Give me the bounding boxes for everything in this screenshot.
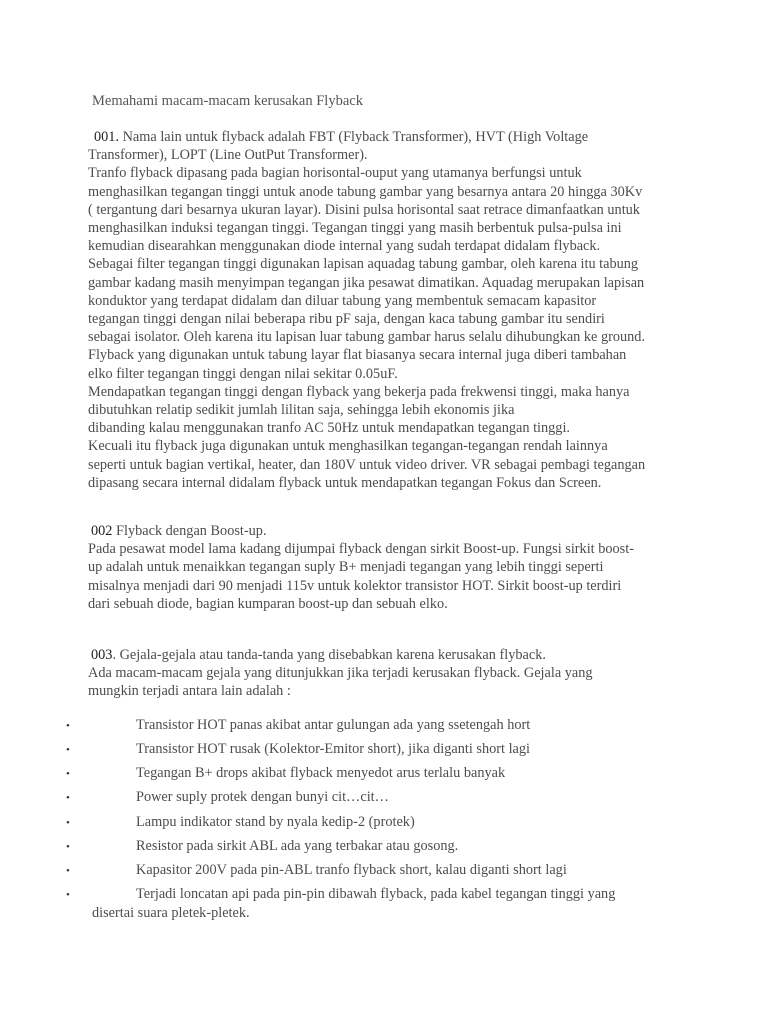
list-item-text: Transistor HOT panas akibat antar gulungan ada yang ssetengah hort [136,717,531,733]
paragraph-line: Transformer), LOPT (Line OutPut Transformer). [88,147,368,164]
list-item [0,716,768,736]
paragraph-line: dari sebuah diode, bagian kumparan boost-up dan sebuah elko. [88,595,448,612]
paragraph-line: elko filter tegangan tinggi dengan nilai sekitar 0.05uF. [88,365,398,382]
list-item-text: Lampu indikator stand by nyala kedip-2 (protek) [136,814,415,830]
section-001-first-line [88,128,688,146]
paragraph-line: menghasilkan induksi tegangan tinggi. Tegangan tinggi yang masih berbentuk pulsa-pulsa ini [88,220,622,237]
paragraph-line: konduktor yang terdapat didalam dan diluar tabung yang membentuk semacam kapasitor [88,292,597,309]
section-003-heading [88,646,688,664]
paragraph-line: dibanding kalau menggunakan tranfo AC 50Hz untuk mendapatkan tegangan tinggi. [88,420,571,437]
paragraph-line: kemudian disearahkan menggunakan diode internal yang sudah terdapat didalam flyback. [88,238,601,255]
paragraph-line: Nama lain untuk flyback adalah FBT (Flyback Transformer), HVT (High Voltage [119,129,589,145]
paragraph-line: dibutuhkan relatip sedikit jumlah lilitan saja, sehingga lebih ekonomis jika [88,402,515,419]
section-heading: . Gejala-gejala atau tanda-tanda yang disebabkan karena kerusakan flyback. [112,647,546,663]
paragraph-line: ( tergantung dari besarnya ukuran layar). Disini pulsa horisontal saat retrace dimanfaatkan untuk [88,201,640,218]
paragraph-line: sebagai isolator. Oleh karena itu lapisan luar tabung gambar harus selalu dihubungkan ke ground. [88,329,646,346]
paragraph-line: mungkin terjadi antara lain adalah : [88,683,291,700]
bullet-icon: • [66,792,70,804]
list-item [0,764,768,784]
paragraph-line: Tranfo flyback dipasang pada bagian horisontal-ouput yang utamanya berfungsi untuk [88,165,582,182]
list-item [0,861,768,881]
list-item [0,885,768,905]
list-item [0,740,768,760]
bullet-icon: • [66,889,70,901]
list-item [0,813,768,833]
paragraph-line: up adalah untuk menaikkan tegangan suply B+ menjadi tegangan yang lebih tinggi seperti [88,559,604,576]
paragraph-line: misalnya menjadi dari 90 menjadi 115v untuk kolektor transistor HOT. Sirkit boost-up terdiri [88,577,622,594]
paragraph-line: Kecuali itu flyback juga digunakan untuk menghasilkan tegangan-tegangan rendah lainnya [88,438,608,455]
paragraph-line: Pada pesawat model lama kadang dijumpai flyback dengan sirkit Boost-up. Fungsi sirkit boost- [88,541,634,558]
paragraph-line: Mendapatkan tegangan tinggi dengan flyback yang bekerja pada frekwensi tinggi, maka hanya [88,383,630,400]
bullet-icon: • [66,768,70,780]
section-002-heading [88,522,688,540]
paragraph-line: Ada macam-macam gejala yang ditunjukkan jika terjadi kerusakan flyback. Gejala yang [88,665,593,682]
paragraph-line: Sebagai filter tegangan tinggi digunakan lapisan aquadag tabung gambar, oleh karena itu tabung [88,256,639,273]
section-002 [88,522,688,613]
list-item-text: Transistor HOT rusak (Kolektor-Emitor short), jika diganti short lagi [136,741,531,757]
section-number: 001. [94,129,120,145]
list-item-text: Resistor pada sirkit ABL ada yang terbakar atau gosong. [136,838,459,854]
paragraph-line: seperti untuk bagian vertikal, heater, dan 180V untuk video driver. VR sebagai pembagi tegangan [88,456,646,473]
paragraph-line: dipasang secara internal didalam flyback untuk mendapatkan tegangan Fokus dan Screen. [88,474,602,491]
section-number: 002 [91,523,113,539]
paragraph-line: Flyback yang digunakan untuk tabung layar flat biasanya secara internal juga diberi tambahan [88,347,627,364]
section-number: 003 [91,647,113,663]
paragraph-line: tegangan tinggi dengan nilai beberapa ribu pF saja, dengan kaca tabung gambar itu sendiri [88,311,605,328]
document-title: Memahami macam-macam kerusakan Flyback [92,93,363,109]
bullet-icon: • [66,865,70,877]
list-item-text: Power suply protek dengan bunyi cit…cit… [136,789,389,805]
bullet-icon: • [66,720,70,732]
bullet-icon: • [66,744,70,756]
list-item [0,837,768,857]
list-item-text: Terjadi loncatan api pada pin-pin dibawah flyback, pada kabel tegangan tinggi yang [136,886,616,902]
list-item-continuation: disertai suara pletek-pletek. [92,905,250,921]
section-heading: Flyback dengan Boost-up. [112,523,267,539]
bullet-icon: • [66,817,70,829]
list-item [0,788,768,808]
list-item-text: Kapasitor 200V pada pin-ABL tranfo flyback short, kalau diganti short lagi [136,862,567,878]
list-item-text: Tegangan B+ drops akibat flyback menyedot arus terlalu banyak [136,765,506,781]
section-001 [88,128,688,492]
section-003 [88,646,688,701]
paragraph-line: gambar kadang masih menyimpan tegangan jika pesawat dimatikan. Aquadag merupakan lapisan [88,274,645,291]
bullet-icon: • [66,841,70,853]
paragraph-line: menghasilkan tegangan tinggi untuk anode tabung gambar yang besarnya antara 20 hingga 30Kv [88,183,643,200]
